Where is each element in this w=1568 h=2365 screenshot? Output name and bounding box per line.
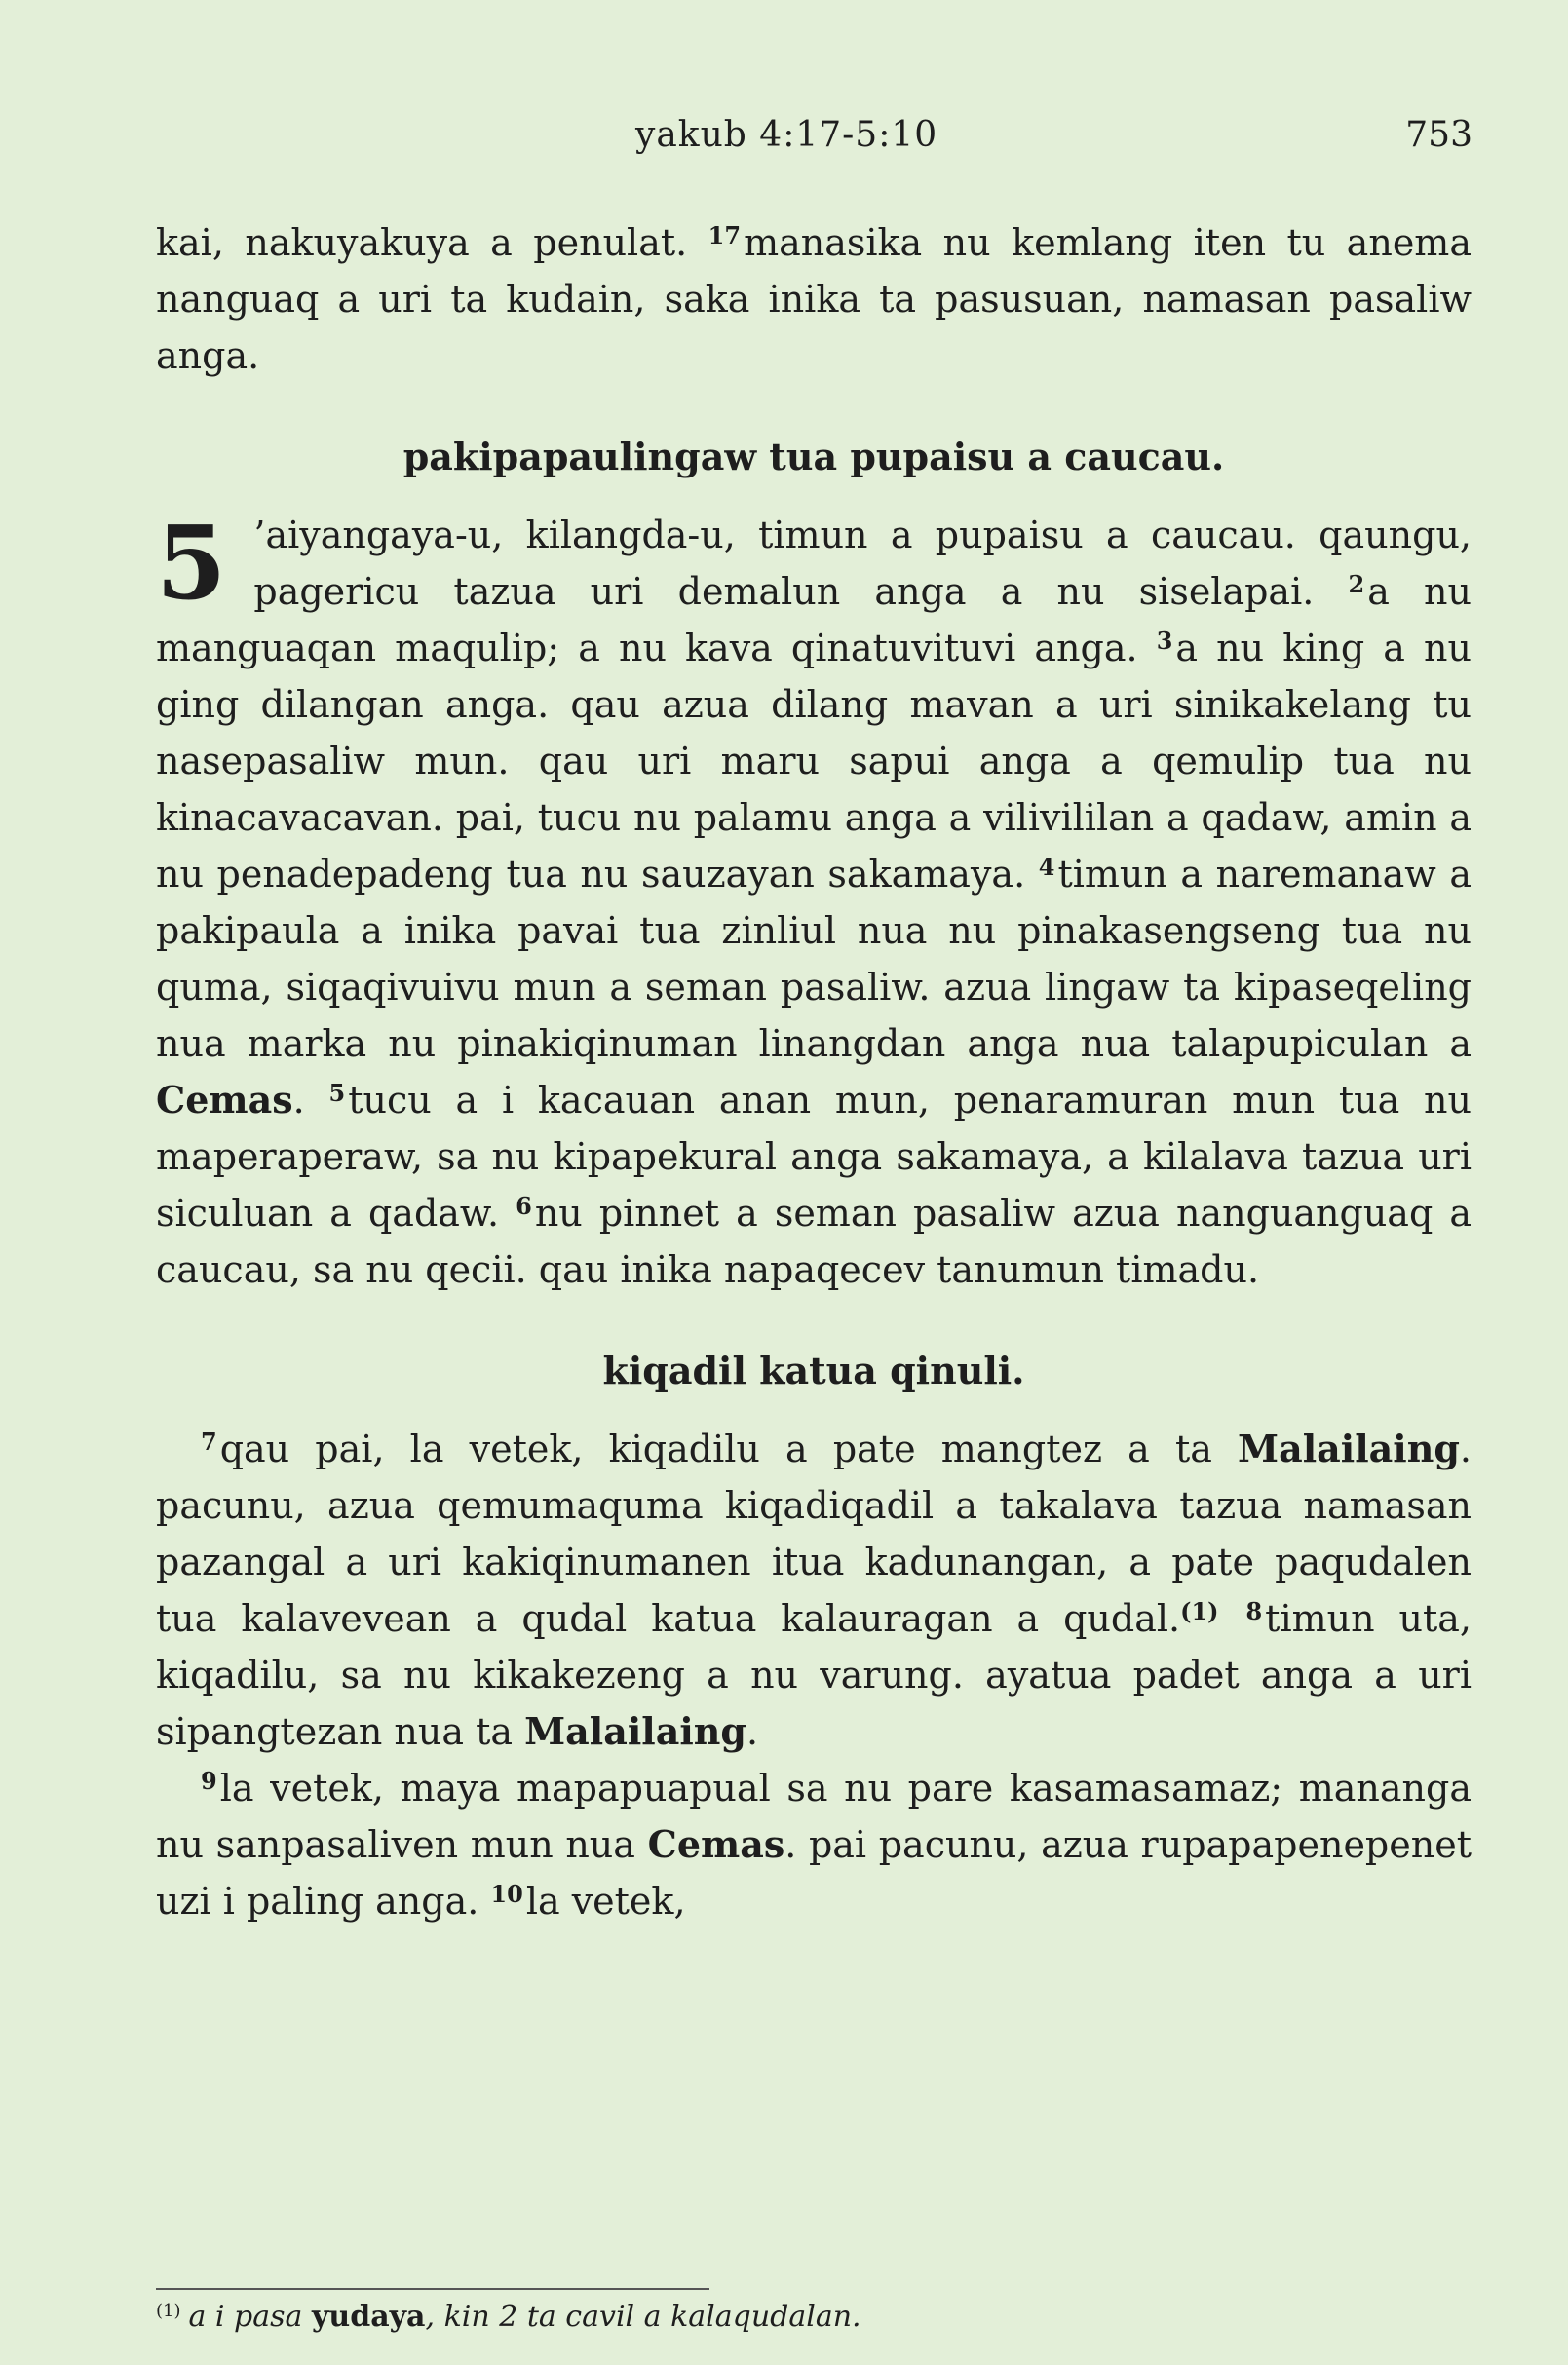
footnote-text-2: , kin 2 ta cavil a kalaqudalan. (425, 2300, 861, 2334)
intro-text-1: kai, nakuyakuya a penulat. (156, 221, 708, 264)
intro-text-2: manasika nu kemlang iten tu anema nanguaq a uri ta kudain, saka inika ta pasusuan, namasan pasaliw anga. (156, 221, 1472, 377)
verse-number-17: 17 (708, 221, 742, 249)
page-number: 753 (1405, 115, 1472, 155)
verse-number-2: 2 (1348, 570, 1365, 598)
chapter-5-paragraph (156, 503, 1472, 1298)
para7-text-3 (1222, 1597, 1246, 1640)
footnote-reference[interactable]: (1) (1180, 1597, 1219, 1625)
intro-paragraph (156, 214, 1472, 384)
para7-text-2: . pacunu, azua qemumaquma kiqadiqadil a takalava tazua namasan pazangal a uri kakiqinumanen itua kadunangan, a pate paqudalen tua kalavevean a qudal katua kalauragan a qudal. (156, 1428, 1472, 1640)
section-heading-2: kiqadil katua qinuli. (602, 1349, 1025, 1392)
chapter-text-6: nu pinnet a seman pasaliw azua nanguanguaq a caucau, sa nu qecii. qau inika napaqecev tanumun timadu. (156, 1192, 1472, 1291)
chapter-text-2: a nu manguaqan maqulip; a nu kava qinatuvituvi anga. (156, 570, 1472, 669)
verse-number-7: 7 (201, 1428, 217, 1456)
footnote (156, 2298, 1472, 2337)
chapter-text-4b: . (292, 1079, 329, 1122)
chapter-number: 5 (156, 503, 227, 623)
chapter-text-3: a nu king a nu ging dilangan anga. qau azua dilang mavan a uri sinikakelang tu nasepasaliw mun. qau uri maru sapui anga a qemulip tua nu kinacavacavan. pai, tucu nu palamu anga a vilivililan a qadaw, amin a nu penadepadeng tua nu sauzayan sakamaya. (156, 627, 1472, 896)
chapter-text-1: ’aiyangaya-u, kilangda-u, timun a pupaisu a caucau. qaungu, pagericu tazua uri demalun anga a nu siselapai. (253, 514, 1472, 613)
verse-number-9: 9 (201, 1767, 217, 1795)
paragraph-verse-7 (156, 1421, 1472, 1760)
page-header (0, 115, 1568, 164)
verse-number-8: 8 (1245, 1597, 1263, 1625)
page-body (156, 214, 1472, 1929)
section-heading-1: pakipapaulingaw tua pupaisu a caucau. (402, 435, 1225, 478)
footnote-text-1: a i pasa (188, 2300, 312, 2334)
verse-number-5: 5 (328, 1079, 346, 1107)
malailaing-name-2: Malailaing (524, 1709, 746, 1753)
malailaing-name: Malailaing (1238, 1427, 1460, 1470)
footnote-bold-text: yudaya (311, 2300, 426, 2334)
verse-number-10: 10 (490, 1880, 523, 1908)
chapter-text-4: timun a naremanaw a pakipaula a inika pavai tua zinliul nua nu pinakasengseng tua nu quma, siqaqivuivu mun a seman pasaliw. azua lingaw ta kipaseqeling nua marka nu pinakiqinuman linangdan anga nua talapupiculan a (156, 853, 1472, 1065)
para9-text-1: la vetek, maya mapapuapual sa nu pare kasamasamaz; mananga nu sanpasaliven mun nua (156, 1767, 1472, 1866)
footnote-divider (156, 2288, 709, 2290)
para9-text-2: . pai pacunu, azua rupapapenepenet uzi i paling anga. (156, 1823, 1472, 1923)
para7-text-4: timun uta, kiqadilu, sa nu kikakezeng a nu varung. ayatua padet anga a uri sipangtezan nua ta (156, 1597, 1472, 1753)
running-title: yakub 4:17-5:10 (635, 115, 938, 155)
verse-number-3: 3 (1156, 627, 1173, 655)
chapter-text-5: tucu a i kacauan anan mun, penaramuran mun tua nu maperaperaw, sa nu kipapekural anga sakamaya, a kilalava tazua uri siculuan a qadaw. (156, 1079, 1472, 1235)
cemas-name-2: Cemas (647, 1822, 785, 1866)
cemas-name: Cemas (156, 1078, 293, 1122)
para7-text-5: . (746, 1710, 759, 1753)
verse-number-6: 6 (516, 1192, 532, 1220)
paragraph-verse-9 (156, 1760, 1472, 1929)
para9-text-3: la vetek, (525, 1880, 686, 1923)
verse-number-4: 4 (1038, 853, 1055, 881)
para7-text-1: qau pai, la vetek, kiqadilu a pate mangtez a ta (219, 1428, 1239, 1470)
footnote-mark: (1) (156, 2301, 181, 2321)
